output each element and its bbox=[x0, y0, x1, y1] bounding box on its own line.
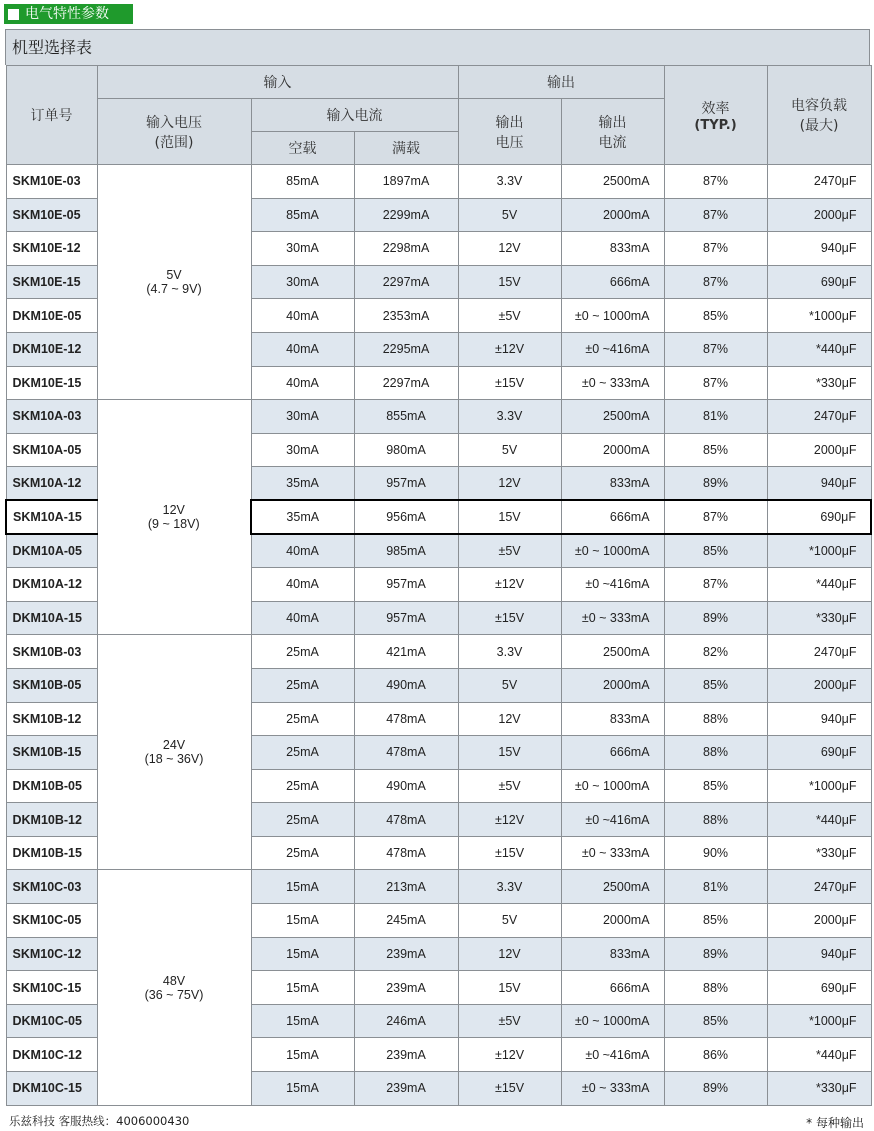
no-load-current-cell: 15mA bbox=[251, 1072, 354, 1106]
capacitive-load-cell: 2000μF bbox=[767, 904, 871, 938]
capacitive-load-cell: 2000μF bbox=[767, 668, 871, 702]
capacitive-load-cell: *330μF bbox=[767, 1072, 871, 1106]
capacitive-load-cell: *440μF bbox=[767, 803, 871, 837]
efficiency-cell: 85% bbox=[664, 299, 767, 333]
square-bullet-icon bbox=[8, 9, 19, 20]
capacitive-load-cell: 940μF bbox=[767, 467, 871, 501]
output-current-cell: ±0 ~ 333mA bbox=[561, 836, 664, 870]
input-voltage-group-cell bbox=[97, 870, 251, 1105]
output-voltage-cell: ±12V bbox=[458, 332, 561, 366]
full-load-current-cell: 985mA bbox=[354, 534, 458, 568]
model-cell: DKM10B-15 bbox=[6, 836, 97, 870]
efficiency-cell: 87% bbox=[664, 198, 767, 232]
no-load-current-cell: 85mA bbox=[251, 165, 354, 199]
no-load-current-cell: 15mA bbox=[251, 870, 354, 904]
model-cell: SKM10C-15 bbox=[6, 971, 97, 1005]
full-load-current-cell: 2297mA bbox=[354, 366, 458, 400]
output-current-cell: 2500mA bbox=[561, 165, 664, 199]
efficiency-cell: 88% bbox=[664, 971, 767, 1005]
full-load-current-cell: 478mA bbox=[354, 836, 458, 870]
output-voltage-cell: ±12V bbox=[458, 803, 561, 837]
model-cell: SKM10C-05 bbox=[6, 904, 97, 938]
output-current-cell: 833mA bbox=[561, 702, 664, 736]
efficiency-cell: 87% bbox=[664, 165, 767, 199]
output-current-cell: 2500mA bbox=[561, 870, 664, 904]
efficiency-cell: 89% bbox=[664, 1072, 767, 1106]
full-load-current-cell: 2353mA bbox=[354, 299, 458, 333]
model-cell: DKM10B-12 bbox=[6, 803, 97, 837]
efficiency-cell: 85% bbox=[664, 904, 767, 938]
header-input-voltage-range: (范围) bbox=[154, 134, 194, 151]
section-title: 电气特性参数 bbox=[25, 6, 109, 22]
model-cell: DKM10A-12 bbox=[6, 568, 97, 602]
input-voltage-value: 48V bbox=[162, 973, 186, 988]
no-load-current-cell: 15mA bbox=[251, 1038, 354, 1072]
efficiency-cell: 87% bbox=[664, 332, 767, 366]
full-load-current-cell: 957mA bbox=[354, 467, 458, 501]
header-output: 输出 bbox=[458, 66, 664, 99]
output-voltage-cell: 5V bbox=[458, 904, 561, 938]
capacitive-load-cell: 690μF bbox=[767, 971, 871, 1005]
output-current-cell: 833mA bbox=[561, 232, 664, 266]
efficiency-cell: 87% bbox=[664, 366, 767, 400]
output-voltage-cell: 15V bbox=[458, 971, 561, 1005]
model-cell: DKM10B-05 bbox=[6, 769, 97, 803]
input-voltage-range-value: (36 ~ 75V) bbox=[144, 987, 204, 1002]
output-current-cell: 2000mA bbox=[561, 904, 664, 938]
output-current-cell: ±0 ~416mA bbox=[561, 1038, 664, 1072]
output-current-cell: 666mA bbox=[561, 971, 664, 1005]
model-cell: SKM10A-05 bbox=[6, 433, 97, 467]
efficiency-cell: 89% bbox=[664, 467, 767, 501]
capacitive-load-cell: *330μF bbox=[767, 836, 871, 870]
full-load-current-cell: 478mA bbox=[354, 803, 458, 837]
full-load-current-cell: 421mA bbox=[354, 635, 458, 669]
output-voltage-cell: 12V bbox=[458, 937, 561, 971]
capacitive-load-cell: *330μF bbox=[767, 366, 871, 400]
capacitive-load-cell: *330μF bbox=[767, 601, 871, 635]
output-voltage-cell: 3.3V bbox=[458, 870, 561, 904]
header-output-current-l2: 电流 bbox=[598, 134, 627, 151]
header-no-load: 空载 bbox=[251, 132, 354, 165]
no-load-current-cell: 85mA bbox=[251, 198, 354, 232]
header-capacitive-max: (最大) bbox=[799, 118, 839, 134]
output-current-cell: 2500mA bbox=[561, 400, 664, 434]
model-cell: SKM10E-12 bbox=[6, 232, 97, 266]
header-output-current-l1: 输出 bbox=[598, 114, 627, 131]
capacitive-load-cell: 690μF bbox=[767, 500, 871, 534]
table-body bbox=[6, 165, 871, 1106]
output-voltage-cell: ±5V bbox=[458, 769, 561, 803]
output-current-cell: ±0 ~ 333mA bbox=[561, 601, 664, 635]
header-capacitive-label: 电容负载 bbox=[791, 98, 848, 114]
output-current-cell: 666mA bbox=[561, 265, 664, 299]
efficiency-cell: 87% bbox=[664, 265, 767, 299]
capacitive-load-cell: *1000μF bbox=[767, 769, 871, 803]
full-load-current-cell: 239mA bbox=[354, 1038, 458, 1072]
no-load-current-cell: 25mA bbox=[251, 803, 354, 837]
output-voltage-cell: ±15V bbox=[458, 1072, 561, 1106]
header-capacitive-load bbox=[767, 66, 871, 165]
header-order-no: 订单号 bbox=[6, 66, 97, 165]
footer-contact: 乐兹科技 客服热线：4006000430 bbox=[9, 1114, 190, 1128]
full-load-current-cell: 490mA bbox=[354, 769, 458, 803]
capacitive-load-cell: 2470μF bbox=[767, 400, 871, 434]
capacitive-load-cell: 2000μF bbox=[767, 198, 871, 232]
header-input: 输入 bbox=[97, 66, 458, 99]
output-current-cell: 833mA bbox=[561, 467, 664, 501]
output-current-cell: ±0 ~ 1000mA bbox=[561, 769, 664, 803]
table-row bbox=[6, 870, 871, 904]
model-cell: DKM10E-12 bbox=[6, 332, 97, 366]
header-efficiency-label: 效率 bbox=[701, 100, 730, 117]
output-voltage-cell: 12V bbox=[458, 467, 561, 501]
output-current-cell: 833mA bbox=[561, 937, 664, 971]
header-efficiency-typ: (TYP.) bbox=[694, 117, 737, 133]
output-voltage-cell: ±5V bbox=[458, 1004, 561, 1038]
no-load-current-cell: 30mA bbox=[251, 400, 354, 434]
efficiency-cell: 86% bbox=[664, 1038, 767, 1072]
efficiency-cell: 82% bbox=[664, 635, 767, 669]
capacitive-load-cell: *1000μF bbox=[767, 1004, 871, 1038]
model-cell: SKM10C-03 bbox=[6, 870, 97, 904]
model-cell: SKM10E-15 bbox=[6, 265, 97, 299]
model-selection-table bbox=[5, 65, 872, 1106]
output-voltage-cell: ±12V bbox=[458, 1038, 561, 1072]
output-current-cell: ±0 ~416mA bbox=[561, 568, 664, 602]
input-voltage-value: 12V bbox=[162, 503, 185, 518]
full-load-current-cell: 957mA bbox=[354, 601, 458, 635]
efficiency-cell: 89% bbox=[664, 937, 767, 971]
model-cell: DKM10C-05 bbox=[6, 1004, 97, 1038]
model-cell: SKM10B-15 bbox=[6, 736, 97, 770]
full-load-current-cell: 246mA bbox=[354, 1004, 458, 1038]
no-load-current-cell: 25mA bbox=[251, 668, 354, 702]
section-title-badge bbox=[4, 4, 133, 24]
full-load-current-cell: 2297mA bbox=[354, 265, 458, 299]
capacitive-load-cell: 940μF bbox=[767, 937, 871, 971]
full-load-current-cell: 245mA bbox=[354, 904, 458, 938]
efficiency-cell: 81% bbox=[664, 400, 767, 434]
header-output-current bbox=[561, 99, 664, 165]
efficiency-cell: 81% bbox=[664, 870, 767, 904]
model-cell: SKM10A-12 bbox=[6, 467, 97, 501]
no-load-current-cell: 40mA bbox=[251, 601, 354, 635]
efficiency-cell: 85% bbox=[664, 534, 767, 568]
capacitive-load-cell: 690μF bbox=[767, 265, 871, 299]
input-voltage-group-cell bbox=[97, 400, 251, 635]
efficiency-cell: 88% bbox=[664, 702, 767, 736]
no-load-current-cell: 25mA bbox=[251, 736, 354, 770]
output-voltage-cell: 12V bbox=[458, 232, 561, 266]
table-row bbox=[6, 635, 871, 669]
no-load-current-cell: 15mA bbox=[251, 904, 354, 938]
model-cell: SKM10B-03 bbox=[6, 635, 97, 669]
output-voltage-cell: 5V bbox=[458, 433, 561, 467]
efficiency-cell: 88% bbox=[664, 736, 767, 770]
output-voltage-cell: 15V bbox=[458, 500, 561, 534]
model-cell: SKM10E-03 bbox=[6, 165, 97, 199]
full-load-current-cell: 957mA bbox=[354, 568, 458, 602]
header-output-voltage-l1: 输出 bbox=[495, 114, 524, 131]
output-voltage-cell: ±5V bbox=[458, 534, 561, 568]
output-current-cell: ±0 ~ 1000mA bbox=[561, 1004, 664, 1038]
table-row bbox=[6, 400, 871, 434]
no-load-current-cell: 15mA bbox=[251, 1004, 354, 1038]
output-current-cell: 666mA bbox=[561, 500, 664, 534]
model-selection-table-wrapper bbox=[5, 29, 870, 1106]
model-cell: DKM10C-15 bbox=[6, 1072, 97, 1106]
no-load-current-cell: 30mA bbox=[251, 265, 354, 299]
full-load-current-cell: 2295mA bbox=[354, 332, 458, 366]
capacitive-load-cell: 2470μF bbox=[767, 165, 871, 199]
full-load-current-cell: 213mA bbox=[354, 870, 458, 904]
model-cell: SKM10A-15 bbox=[6, 500, 97, 534]
table-row bbox=[6, 165, 871, 199]
output-current-cell: ±0 ~416mA bbox=[561, 803, 664, 837]
output-voltage-cell: ±12V bbox=[458, 568, 561, 602]
output-current-cell: ±0 ~ 333mA bbox=[561, 1072, 664, 1106]
output-voltage-cell: ±15V bbox=[458, 836, 561, 870]
no-load-current-cell: 40mA bbox=[251, 299, 354, 333]
model-cell: DKM10E-05 bbox=[6, 299, 97, 333]
input-voltage-group-cell bbox=[97, 165, 251, 400]
no-load-current-cell: 40mA bbox=[251, 534, 354, 568]
full-load-current-cell: 956mA bbox=[354, 500, 458, 534]
no-load-current-cell: 15mA bbox=[251, 971, 354, 1005]
model-cell: SKM10B-12 bbox=[6, 702, 97, 736]
output-current-cell: 2000mA bbox=[561, 198, 664, 232]
input-voltage-range-value: (9 ~ 18V) bbox=[147, 517, 200, 532]
no-load-current-cell: 35mA bbox=[251, 467, 354, 501]
capacitive-load-cell: 2470μF bbox=[767, 870, 871, 904]
no-load-current-cell: 40mA bbox=[251, 568, 354, 602]
footnote: * 每种输出 bbox=[806, 1116, 864, 1130]
input-voltage-range-value: (4.7 ~ 9V) bbox=[146, 282, 202, 297]
model-cell: DKM10A-05 bbox=[6, 534, 97, 568]
header-input-voltage-label: 输入电压 bbox=[146, 114, 202, 131]
capacitive-load-cell: 690μF bbox=[767, 736, 871, 770]
no-load-current-cell: 15mA bbox=[251, 937, 354, 971]
input-voltage-value: 24V bbox=[162, 738, 186, 753]
output-current-cell: ±0 ~416mA bbox=[561, 332, 664, 366]
model-cell: DKM10A-15 bbox=[6, 601, 97, 635]
output-voltage-cell: 15V bbox=[458, 265, 561, 299]
output-current-cell: 2000mA bbox=[561, 668, 664, 702]
efficiency-cell: 90% bbox=[664, 836, 767, 870]
full-load-current-cell: 855mA bbox=[354, 400, 458, 434]
no-load-current-cell: 40mA bbox=[251, 332, 354, 366]
model-cell: DKM10E-15 bbox=[6, 366, 97, 400]
full-load-current-cell: 478mA bbox=[354, 736, 458, 770]
capacitive-load-cell: *1000μF bbox=[767, 299, 871, 333]
full-load-current-cell: 239mA bbox=[354, 937, 458, 971]
full-load-current-cell: 490mA bbox=[354, 668, 458, 702]
header-efficiency bbox=[664, 66, 767, 165]
no-load-current-cell: 25mA bbox=[251, 635, 354, 669]
efficiency-cell: 87% bbox=[664, 568, 767, 602]
capacitive-load-cell: *1000μF bbox=[767, 534, 871, 568]
efficiency-cell: 89% bbox=[664, 601, 767, 635]
no-load-current-cell: 25mA bbox=[251, 702, 354, 736]
efficiency-cell: 88% bbox=[664, 803, 767, 837]
full-load-current-cell: 980mA bbox=[354, 433, 458, 467]
output-voltage-cell: 12V bbox=[458, 702, 561, 736]
full-load-current-cell: 2299mA bbox=[354, 198, 458, 232]
header-input-voltage bbox=[97, 99, 251, 165]
full-load-current-cell: 239mA bbox=[354, 1072, 458, 1106]
model-cell: SKM10A-03 bbox=[6, 400, 97, 434]
header-output-voltage-l2: 电压 bbox=[495, 134, 524, 151]
efficiency-cell: 85% bbox=[664, 668, 767, 702]
efficiency-cell: 85% bbox=[664, 433, 767, 467]
capacitive-load-cell: 940μF bbox=[767, 232, 871, 266]
no-load-current-cell: 25mA bbox=[251, 836, 354, 870]
capacitive-load-cell: *440μF bbox=[767, 1038, 871, 1072]
output-voltage-cell: 5V bbox=[458, 198, 561, 232]
output-voltage-cell: 3.3V bbox=[458, 400, 561, 434]
capacitive-load-cell: 2470μF bbox=[767, 635, 871, 669]
output-current-cell: ±0 ~ 1000mA bbox=[561, 299, 664, 333]
full-load-current-cell: 2298mA bbox=[354, 232, 458, 266]
efficiency-cell: 85% bbox=[664, 769, 767, 803]
no-load-current-cell: 25mA bbox=[251, 769, 354, 803]
output-current-cell: 2000mA bbox=[561, 433, 664, 467]
no-load-current-cell: 30mA bbox=[251, 232, 354, 266]
output-voltage-cell: 5V bbox=[458, 668, 561, 702]
model-cell: DKM10C-12 bbox=[6, 1038, 97, 1072]
no-load-current-cell: 30mA bbox=[251, 433, 354, 467]
capacitive-load-cell: *440μF bbox=[767, 568, 871, 602]
output-voltage-cell: ±15V bbox=[458, 366, 561, 400]
output-current-cell: ±0 ~ 333mA bbox=[561, 366, 664, 400]
capacitive-load-cell: 2000μF bbox=[767, 433, 871, 467]
output-voltage-cell: 3.3V bbox=[458, 165, 561, 199]
capacitive-load-cell: *440μF bbox=[767, 332, 871, 366]
efficiency-cell: 87% bbox=[664, 500, 767, 534]
output-current-cell: 2500mA bbox=[561, 635, 664, 669]
table-header bbox=[6, 66, 871, 165]
output-voltage-cell: 3.3V bbox=[458, 635, 561, 669]
output-voltage-cell: 15V bbox=[458, 736, 561, 770]
efficiency-cell: 87% bbox=[664, 232, 767, 266]
input-voltage-group-cell bbox=[97, 635, 251, 870]
output-voltage-cell: ±5V bbox=[458, 299, 561, 333]
no-load-current-cell: 40mA bbox=[251, 366, 354, 400]
no-load-current-cell: 35mA bbox=[251, 500, 354, 534]
efficiency-cell: 85% bbox=[664, 1004, 767, 1038]
model-cell: SKM10E-05 bbox=[6, 198, 97, 232]
model-cell: SKM10B-05 bbox=[6, 668, 97, 702]
full-load-current-cell: 478mA bbox=[354, 702, 458, 736]
header-full-load: 满载 bbox=[354, 132, 458, 165]
header-input-current: 输入电流 bbox=[251, 99, 458, 132]
header-output-voltage bbox=[458, 99, 561, 165]
full-load-current-cell: 239mA bbox=[354, 971, 458, 1005]
capacitive-load-cell: 940μF bbox=[767, 702, 871, 736]
output-current-cell: 666mA bbox=[561, 736, 664, 770]
output-voltage-cell: ±15V bbox=[458, 601, 561, 635]
table-caption: 机型选择表 bbox=[5, 29, 870, 65]
model-cell: SKM10C-12 bbox=[6, 937, 97, 971]
output-current-cell: ±0 ~ 1000mA bbox=[561, 534, 664, 568]
input-voltage-value: 5V bbox=[166, 268, 182, 283]
input-voltage-range-value: (18 ~ 36V) bbox=[144, 752, 204, 767]
full-load-current-cell: 1897mA bbox=[354, 165, 458, 199]
